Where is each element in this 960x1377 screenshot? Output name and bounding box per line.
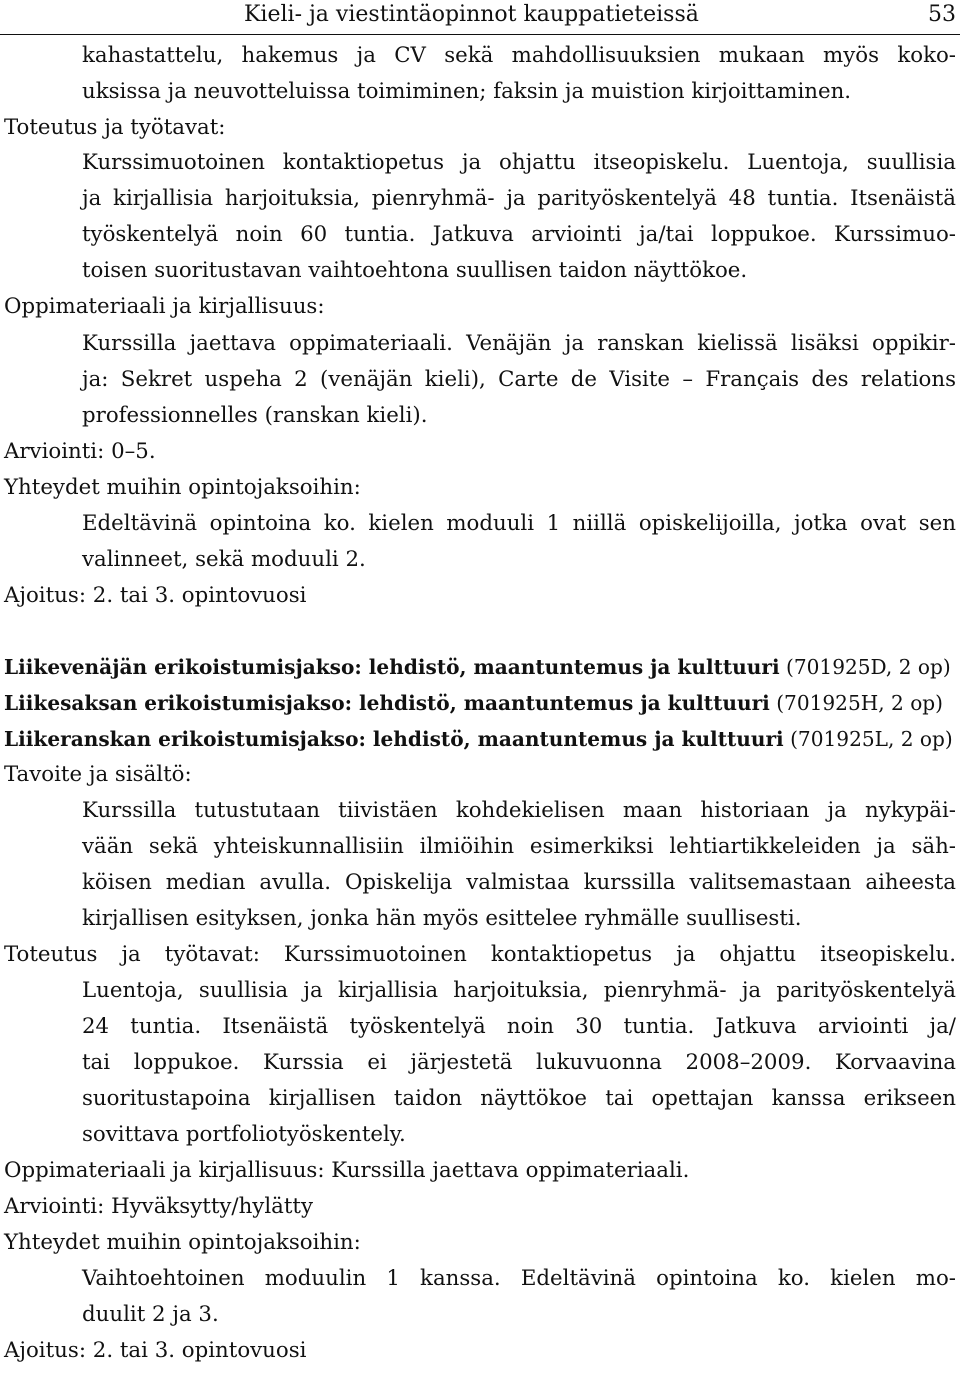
body-line: Toteutus ja työtavat: Kurssimuotoinen kontaktiopetus ja ohjattu itseopiskelu.	[4, 942, 956, 967]
field-label-assessment: Arviointi: 0–5.	[4, 439, 156, 464]
page-number: 53	[928, 2, 956, 27]
body-line: uksissa ja neuvotteluissa toimiminen; faksin ja muistion kirjoittaminen.	[82, 79, 852, 104]
field-label-objectives: Tavoite ja sisältö:	[4, 762, 192, 787]
body-line: Vaihtoehtoinen moduulin 1 kanssa. Edeltävinä opintoina ko. kielen mo-	[82, 1266, 956, 1291]
course-code: (701925D, 2 op)	[779, 655, 951, 679]
body-line: valinneet, sekä moduuli 2.	[82, 547, 366, 572]
body-line: Luentoja, suullisia ja kirjallisia harjoituksia, pienryhmä- ja parityöskentelyä	[82, 978, 956, 1003]
field-label-materials: Oppimateriaali ja kirjallisuus:	[4, 294, 325, 319]
field-label-connections: Yhteydet muihin opintojaksoihin:	[4, 475, 361, 500]
body-line: professionnelles (ranskan kieli).	[82, 403, 428, 428]
body-line: kahastattelu, hakemus ja CV sekä mahdollisuuksien mukaan myös koko-	[82, 43, 956, 68]
field-label-timing: Ajoitus: 2. tai 3. opintovuosi	[4, 1338, 307, 1363]
header-title: Kieli- ja viestintäopinnot kauppatieteissä	[244, 2, 699, 27]
body-line: tai loppukoe. Kurssia ei järjestetä lukuvuonna 2008–2009. Korvaavina	[82, 1050, 956, 1075]
body-line: sovittava portfoliotyöskentely.	[82, 1122, 406, 1147]
body-line: köisen median avulla. Opiskelija valmistaa kurssilla valitsemastaan aiheesta	[82, 870, 956, 895]
body-line: toisen suoritustavan vaihtoehtona suullisen taidon näyttökoe.	[82, 258, 748, 283]
body-line: Edeltävinä opintoina ko. kielen moduuli 1 niillä opiskelijoilla, jotka ovat sen	[82, 511, 956, 536]
field-label-implementation: Toteutus ja työtavat:	[4, 115, 226, 140]
body-line: ja kirjallisia harjoituksia, pienryhmä- ja parityöskentelyä 48 tuntia. Itsenäistä	[82, 186, 956, 211]
body-line: työskentelyä noin 60 tuntia. Jatkuva arviointi ja/tai loppukoe. Kurssimuo-	[82, 222, 956, 247]
course-title: Liikevenäjän erikoistumisjakso: lehdistö, maantuntemus ja kulttuuri	[4, 655, 780, 679]
course-heading	[4, 654, 951, 680]
course-title: Liikeranskan erikoistumisjakso: lehdistö, maantuntemus ja kulttuuri	[4, 727, 784, 751]
field-label-timing: Ajoitus: 2. tai 3. opintovuosi	[4, 583, 307, 608]
course-title: Liikesaksan erikoistumisjakso: lehdistö, maantuntemus ja kulttuuri	[4, 691, 770, 715]
course-code: (701925H, 2 op)	[769, 691, 944, 715]
body-line: Kurssilla jaettava oppimateriaali. Venäjän ja ranskan kielissä lisäksi oppikir-	[82, 331, 956, 356]
field-label-connections: Yhteydet muihin opintojaksoihin:	[4, 1230, 361, 1255]
body-line: duulit 2 ja 3.	[82, 1302, 219, 1327]
body-line: suoritustapoina kirjallisen taidon näyttökoe tai opettajan kanssa erikseen	[82, 1086, 956, 1111]
running-header	[0, 0, 960, 35]
course-code: (701925L, 2 op)	[783, 727, 953, 751]
body-line: Kurssilla tutustutaan tiivistäen kohdekielisen maan historiaan ja nykypäi-	[82, 798, 956, 823]
field-label-assessment: Arviointi: Hyväksytty/hylätty	[4, 1194, 313, 1219]
course-heading	[4, 690, 943, 716]
body-line: Kurssimuotoinen kontaktiopetus ja ohjattu itseopiskelu. Luentoja, suullisia	[82, 150, 956, 175]
field-label-materials: Oppimateriaali ja kirjallisuus: Kurssilla jaettava oppimateriaali.	[4, 1158, 690, 1183]
body-line: vään sekä yhteiskunnallisiin ilmiöihin esimerkiksi lehtiartikkeleiden ja säh-	[82, 834, 956, 859]
body-line: ja: Sekret uspeha 2 (venäjän kieli), Carte de Visite – Français des relations	[82, 367, 956, 392]
body-line: 24 tuntia. Itsenäistä työskentelyä noin 30 tuntia. Jatkuva arviointi ja/	[82, 1014, 956, 1039]
body-line: kirjallisen esityksen, jonka hän myös esittelee ryhmälle suullisesti.	[82, 906, 802, 931]
course-heading	[4, 726, 953, 752]
